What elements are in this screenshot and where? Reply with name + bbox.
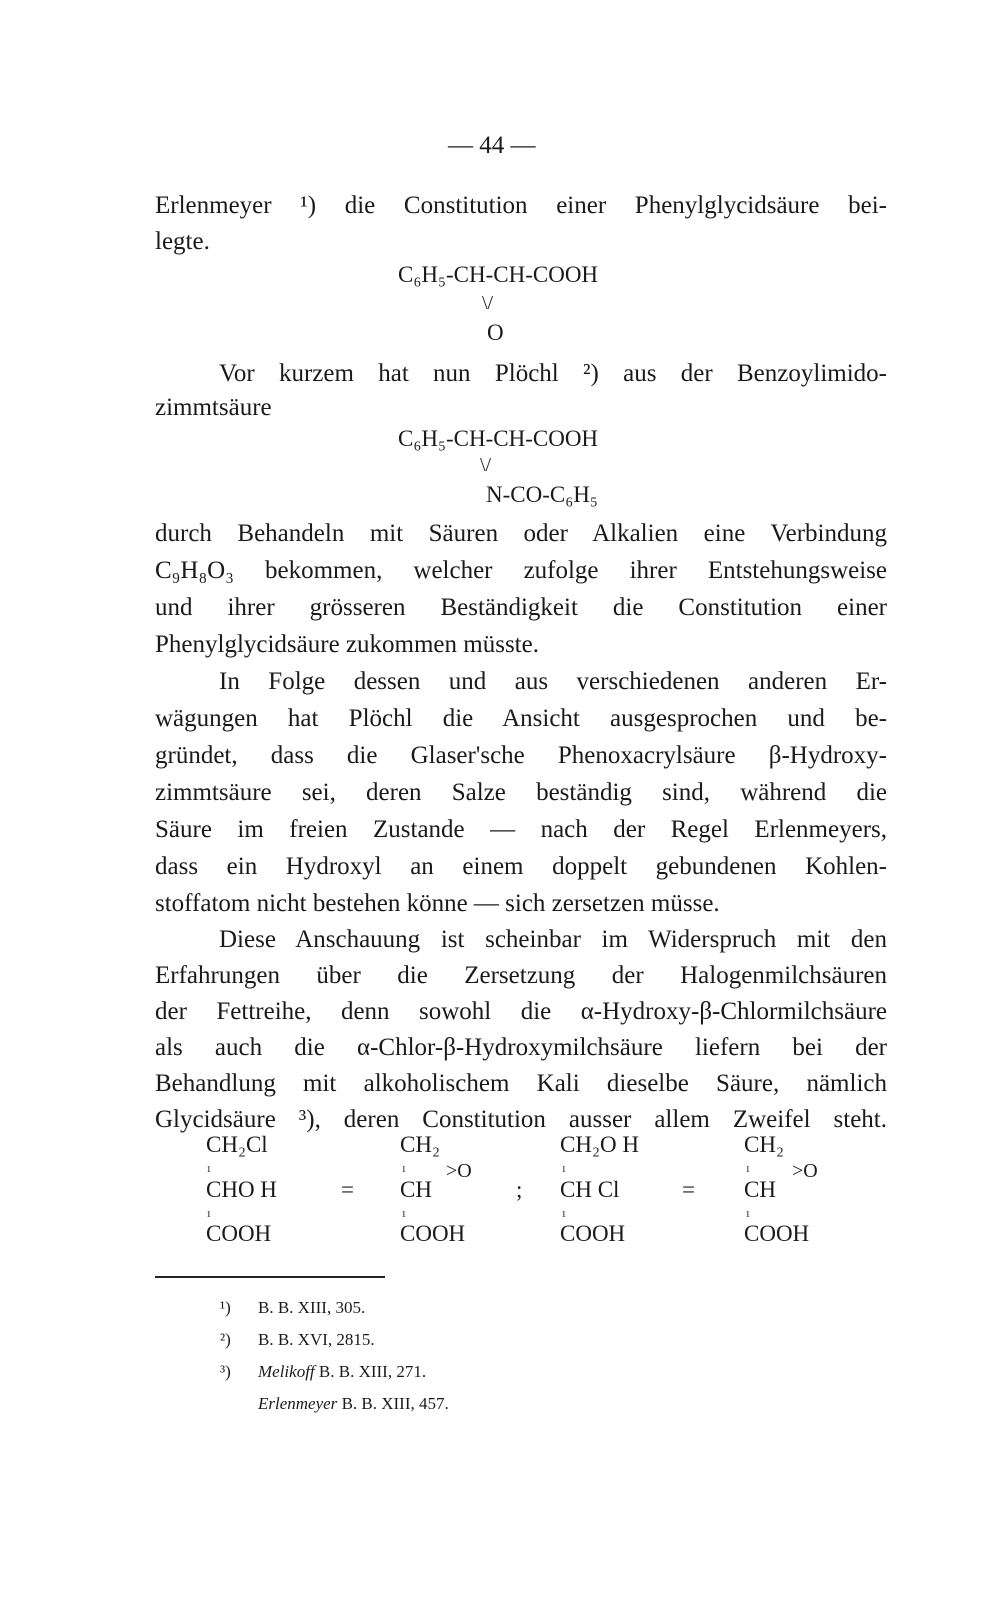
formula-c-row1: CH₂O H — [560, 1132, 639, 1157]
page-number: — 44 — — [448, 132, 536, 159]
formula-nitrogen-group: N-CO-C₆H₅ — [486, 482, 598, 507]
footnote — [220, 1328, 375, 1352]
text-line: und ihrer grösseren Beständigkeit die Constitution einer — [155, 594, 887, 621]
formula-a-row1: CH₂Cl — [206, 1132, 268, 1157]
text-line: Glycidsäure ³), deren Constitution ausser allem Zweifel steht. — [155, 1106, 887, 1133]
text-line: als auch die α-Chlor-β-Hydroxymilchsäure liefern bei der — [155, 1034, 887, 1061]
footnote-text: B. B. XIII, 305. — [258, 1298, 366, 1317]
footnote-mark: ¹) — [220, 1298, 231, 1317]
footnote-author: Melikoff — [258, 1362, 315, 1381]
formula-a-row3: COOH — [206, 1221, 272, 1246]
formula-a-row2: CHO H — [206, 1177, 277, 1202]
formula-benzoylimido-chain: C₆H₅-CH-CH-COOH — [398, 426, 599, 451]
bond-mark: ı — [207, 1160, 211, 1175]
text-line: der Fettreihe, denn sowohl die α-Hydroxy-β-Chlormilchsäure — [155, 998, 887, 1025]
bond-mark: ı — [562, 1205, 566, 1220]
formula-b-oxygen-bridge: >O — [446, 1160, 472, 1182]
footnote-text: B. B. XVI, 2815. — [258, 1330, 375, 1349]
bond-mark: ı — [402, 1160, 406, 1175]
formula-c-row3: COOH — [560, 1221, 626, 1246]
formula-bridge: \/ — [480, 454, 492, 476]
bond-mark: ı — [402, 1205, 406, 1220]
bond-mark: ı — [562, 1160, 566, 1175]
text-line: durch Behandeln mit Säuren oder Alkalien eine Verbindung — [155, 520, 887, 547]
text-line: wägungen hat Plöchl die Ansicht ausgesprochen und be- — [155, 705, 887, 732]
formula-c-row2: CH Cl — [560, 1177, 620, 1202]
text-line: Phenylglycidsäure zukommen müsste. — [155, 631, 539, 658]
text-line: Erlenmeyer ¹) die Constitution einer Phenylglycidsäure bei- — [155, 192, 887, 219]
text-line: In Folge dessen und aus verschiedenen anderen Er- — [219, 668, 887, 695]
text-line: Vor kurzem hat nun Plöchl ²) aus der Benzoylimido- — [219, 360, 887, 387]
text-line: Diese Anschauung ist scheinbar im Widerspruch mit den — [219, 926, 887, 953]
text-line: C₉H₈O₃ bekommen, welcher zufolge ihrer Entstehungsweise — [155, 557, 887, 584]
footnote — [220, 1392, 449, 1416]
text-line: stoffatom nicht bestehen könne — sich zersetzen müsse. — [155, 890, 720, 917]
footnote-mark: ³) — [220, 1362, 231, 1381]
formula-d-row2: CH — [744, 1177, 776, 1202]
formula-bridge: \/ — [482, 292, 494, 314]
bond-mark: ı — [746, 1205, 750, 1220]
formula-b-row3: COOH — [400, 1221, 466, 1246]
text-line: dass ein Hydroxyl an einem doppelt gebundenen Kohlen- — [155, 853, 887, 880]
footnote-text: B. B. XIII, 457. — [341, 1394, 449, 1413]
footnote — [220, 1360, 426, 1384]
text-line: gründet, dass die Glaser'sche Phenoxacrylsäure β-Hydroxy- — [155, 742, 887, 769]
text-line: zimmtsäure sei, deren Salze beständig sind, während die — [155, 779, 887, 806]
footnote-divider — [155, 1276, 385, 1278]
footnote-text: B. B. XIII, 271. — [318, 1362, 427, 1381]
formula-glycidic-chain: C₆H₅-CH-CH-COOH — [398, 262, 599, 287]
text-line: zimmtsäure — [155, 394, 272, 421]
formula-b-row1: CH₂ — [400, 1132, 440, 1157]
equals-sign: = — [682, 1177, 695, 1202]
text-line: Erfahrungen über die Zersetzung der Halogenmilchsäuren — [155, 962, 887, 989]
formula-d-row1: CH₂ — [744, 1132, 784, 1157]
formula-d-row3: COOH — [744, 1221, 810, 1246]
formula-oxygen: O — [487, 320, 504, 345]
separator: ; — [516, 1177, 523, 1202]
footnote-author: Erlenmeyer — [258, 1394, 338, 1413]
text-line: Behandlung mit alkoholischem Kali dieselbe Säure, nämlich — [155, 1070, 887, 1097]
footnote — [220, 1296, 365, 1320]
bond-mark: ı — [746, 1160, 750, 1175]
text-line: Säure im freien Zustande — nach der Regel Erlenmeyers, — [155, 816, 887, 843]
equals-sign: = — [341, 1177, 354, 1202]
footnote-mark: ²) — [220, 1330, 231, 1349]
text-line: legte. — [155, 228, 210, 255]
bond-mark: ı — [207, 1205, 211, 1220]
formula-b-row2: CH — [400, 1177, 432, 1202]
formula-d-oxygen-bridge: >O — [792, 1160, 818, 1182]
